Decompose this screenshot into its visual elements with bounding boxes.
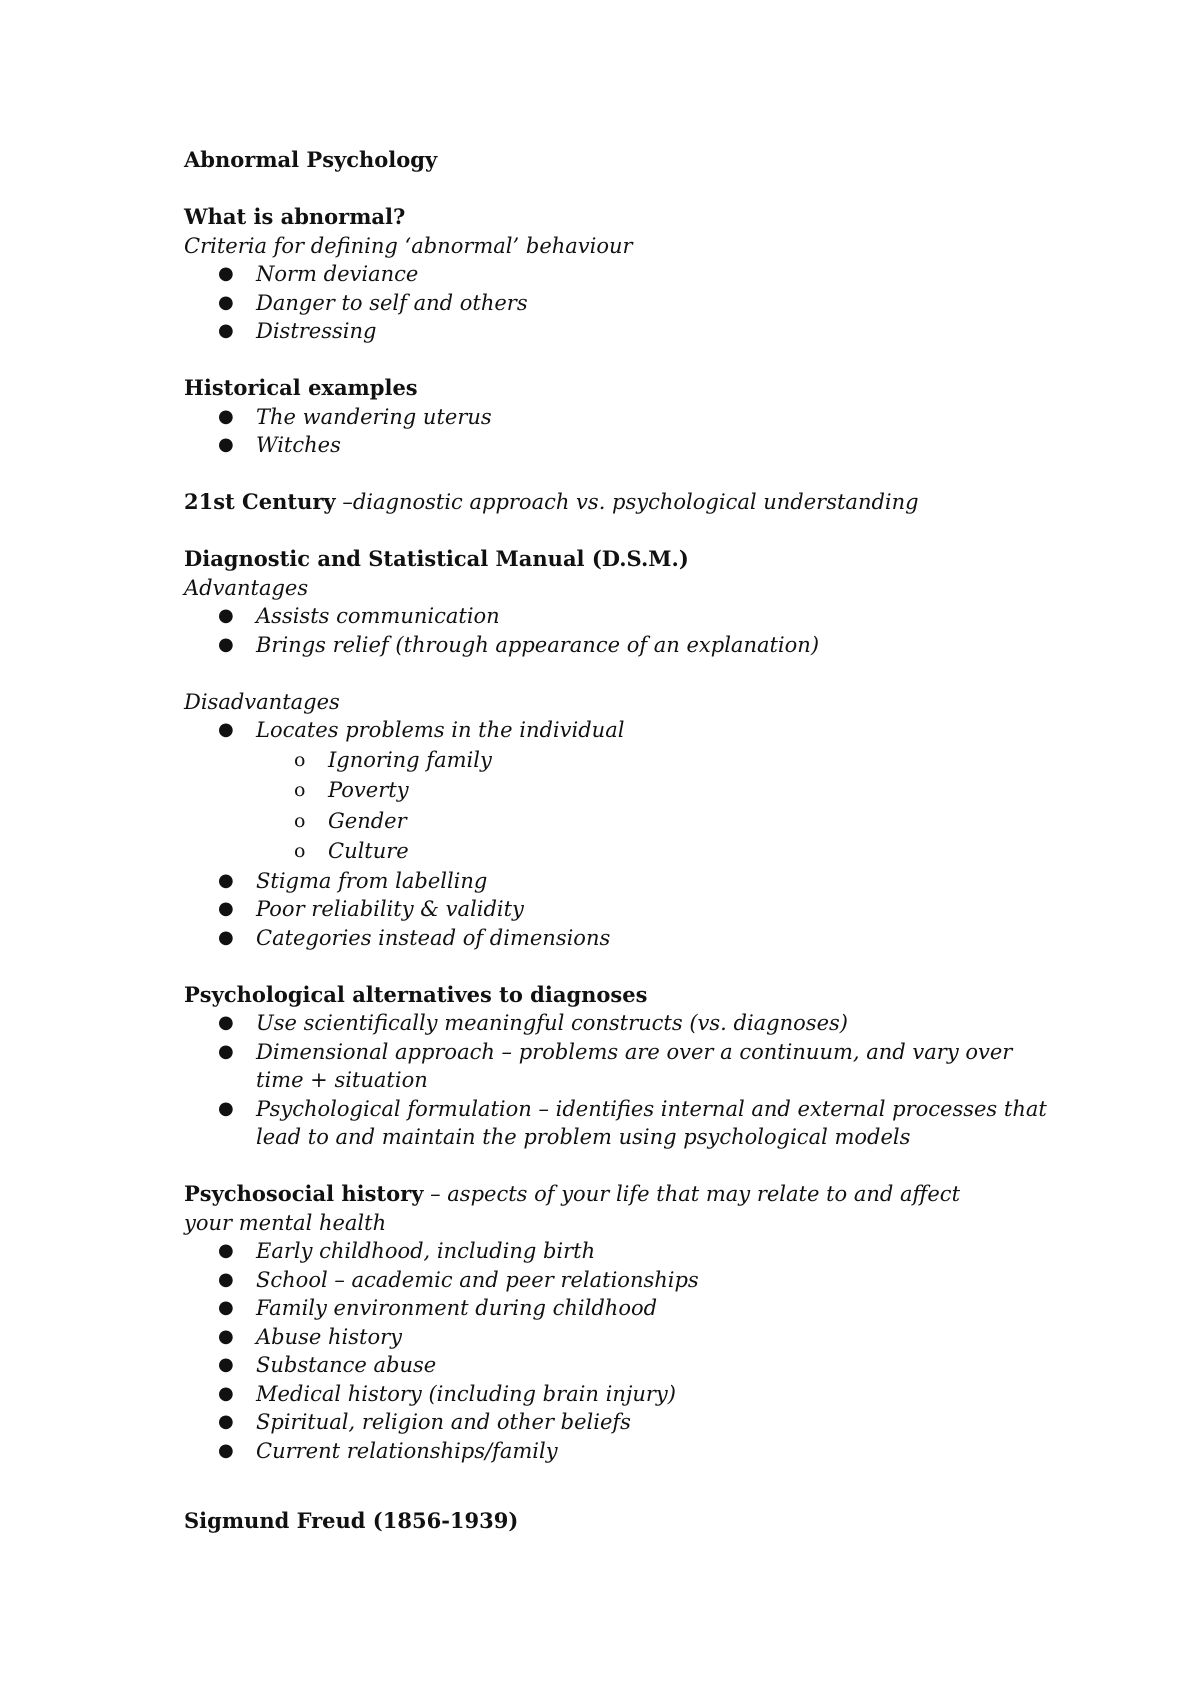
- bullet-icon: ●: [218, 1325, 234, 1347]
- circle-bullet-icon: o: [294, 748, 306, 771]
- abnormal-criteria-list: [184, 260, 1050, 346]
- century-description: –diagnostic approach vs. psychological understanding: [342, 490, 919, 514]
- bullet-icon: ●: [218, 926, 234, 948]
- bullet-icon: ●: [218, 898, 234, 919]
- list-item: ● Psychological formulation – identifies internal and external processes that lead to and maintain the problem using psychological models: [218, 1096, 1047, 1149]
- abnormal-subtitle: Criteria for defining ‘abnormal’ behaviour: [184, 233, 633, 258]
- sub-list-item: o Gender: [256, 806, 1050, 837]
- circle-bullet-icon: o: [294, 779, 306, 801]
- list-item: ● School – academic and peer relationships: [184, 1266, 1050, 1295]
- list-item: ● Locates problems in the individual o Ignoring family o Poverty o Gender o Culture: [184, 716, 1050, 867]
- bullet-icon: ●: [218, 869, 234, 891]
- section-heading-freud: Sigmund Freud (1856-1939): [184, 1508, 519, 1533]
- section-heading-abnormal: What is abnormal?: [184, 204, 406, 229]
- bullet-icon: ●: [218, 1097, 234, 1119]
- list-item: ● Family environment during childhood: [184, 1294, 1050, 1323]
- bullet-icon: ●: [218, 1040, 234, 1062]
- century-label: 21st Century: [184, 489, 336, 514]
- list-item: ● The wandering uterus: [184, 403, 1050, 432]
- list-item: ● Early childhood, including birth: [184, 1237, 1050, 1266]
- historical-examples-list: [184, 403, 1050, 460]
- bullet-icon: ●: [218, 633, 234, 655]
- list-item: ● Witches: [184, 431, 1050, 460]
- sub-list-item: o Culture: [256, 836, 1050, 867]
- bullet-icon: ●: [218, 1411, 234, 1432]
- list-item: ● Distressing: [184, 317, 1050, 346]
- century-line: [184, 488, 1050, 517]
- psychosocial-description: – aspects of your life that may relate to and affect your mental health: [184, 1182, 961, 1235]
- bullet-icon: ●: [218, 291, 234, 313]
- alternatives-list: [184, 1009, 1050, 1152]
- section-heading-historical: Historical examples: [184, 375, 418, 400]
- bullet-icon: ●: [218, 263, 234, 284]
- list-item: ● Brings relief (through appearance of an explanation): [184, 631, 1050, 660]
- section-heading-dsm: Diagnostic and Statistical Manual (D.S.M.): [184, 546, 689, 571]
- list-item: ● Stigma from labelling: [184, 867, 1050, 896]
- bullet-icon: ●: [218, 405, 234, 427]
- bullet-icon: ●: [218, 320, 234, 341]
- bullet-icon: ●: [218, 434, 234, 455]
- list-item: ● Assists communication: [184, 602, 1050, 631]
- dsm-advantages-list: [184, 602, 1050, 659]
- bullet-icon: ●: [218, 1382, 234, 1404]
- list-item: ● Spiritual, religion and other beliefs: [184, 1408, 1050, 1437]
- sub-list-item: o Ignoring family: [256, 745, 1050, 776]
- bullet-icon: ●: [218, 1012, 234, 1033]
- list-item: ● Substance abuse: [184, 1351, 1050, 1380]
- bullet-icon: ●: [218, 1240, 234, 1261]
- psychosocial-list: [184, 1237, 1050, 1465]
- bullet-icon: ●: [218, 1439, 234, 1461]
- dsm-advantages-label: Advantages: [184, 575, 309, 600]
- bullet-icon: ●: [218, 1297, 234, 1318]
- section-heading-alternatives: Psychological alternatives to diagnoses: [184, 981, 648, 1007]
- list-item: ● Danger to self and others: [184, 289, 1050, 318]
- list-item: ● Abuse history: [184, 1323, 1050, 1352]
- list-item: ● Norm deviance: [184, 260, 1050, 289]
- list-item: ● Current relationships/family: [184, 1437, 1050, 1466]
- bullet-icon: ●: [218, 1354, 234, 1375]
- bullet-icon: ●: [218, 719, 234, 740]
- dsm-disadvantages-list: [184, 716, 1050, 952]
- dsm-disadvantages-label: Disadvantages: [184, 689, 340, 714]
- sub-list-item: o Poverty: [256, 775, 1050, 806]
- circle-bullet-icon: o: [294, 809, 306, 832]
- list-item: ● Dimensional approach – problems are over a continuum, and vary over time + situation: [218, 1039, 1013, 1092]
- list-item: ● Use scientifically meaningful constructs (vs. diagnoses): [184, 1009, 1050, 1038]
- dsm-sub-list: [256, 745, 1050, 867]
- list-item: ● Medical history (including brain injury): [184, 1380, 1050, 1409]
- psychosocial-label: Psychosocial history: [184, 1181, 424, 1206]
- circle-bullet-icon: o: [294, 840, 306, 862]
- document-title: Abnormal Psychology: [184, 147, 438, 172]
- bullet-icon: ●: [218, 605, 234, 626]
- bullet-icon: ●: [218, 1268, 234, 1290]
- list-item: ● Categories instead of dimensions: [184, 924, 1050, 953]
- psychosocial-line: [184, 1180, 984, 1237]
- list-item: ● Poor reliability & validity: [184, 895, 1050, 924]
